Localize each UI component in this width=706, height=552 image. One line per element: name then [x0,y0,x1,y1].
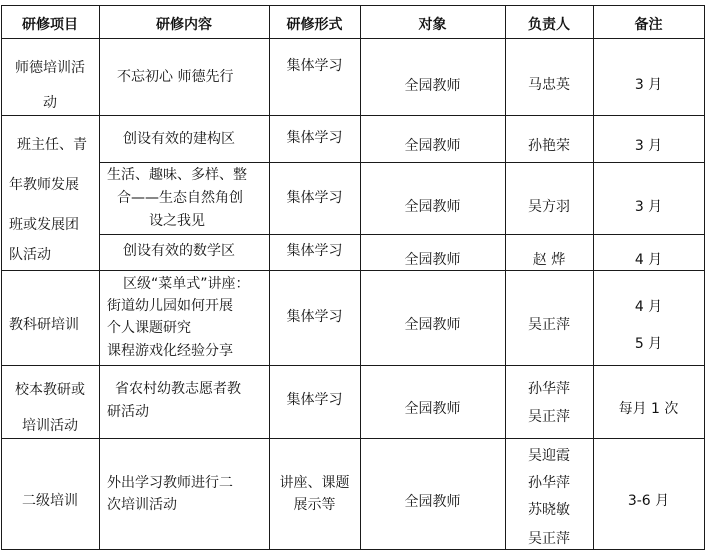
person-cell: 吴方羽 [528,199,570,215]
note-cell: 4 月 [634,252,663,268]
form-cell: 集体学习 [286,190,343,206]
table-border-top [1,5,705,6]
content-cell: 次培训活动 [107,497,177,513]
content-cell: 创设有效的建构区 [123,131,235,147]
form-cell: 展示等 [293,497,336,513]
target-cell: 全园教师 [404,494,461,510]
header-form: 研修形式 [286,17,343,33]
project-cell: 校本教研或 [15,382,85,398]
column-divider [269,5,270,550]
form-cell: 集体学习 [286,130,343,146]
content-cell: 生活、趣味、多样、整 [107,167,247,183]
person-cell: 马忠英 [528,77,570,93]
content-cell: 研活动 [107,404,149,420]
target-cell: 全园教师 [404,78,461,94]
table-border-bottom [1,549,705,550]
target-cell: 全园教师 [404,138,461,154]
project-cell: 动 [43,95,57,111]
note-cell: 5 月 [634,336,663,352]
target-cell: 全园教师 [404,401,461,417]
note-cell: 4 月 [634,299,663,315]
form-cell: 集体学习 [286,58,343,74]
table-border-right [704,5,705,550]
header-note: 备注 [634,17,663,33]
note-cell: 3 月 [634,77,663,93]
content-cell: 课程游戏化经验分享 [107,343,233,359]
header-target: 对象 [418,17,447,33]
person-cell: 苏晓敏 [528,502,570,518]
content-cell: 区级“菜单式”讲座： [123,276,250,292]
row-divider [1,115,705,116]
row-divider [1,365,705,366]
content-cell: 街道幼儿园如何开展 [107,298,233,314]
project-cell: 培训活动 [22,418,78,434]
project-cell: 师德培训活 [15,60,85,76]
form-cell: 集体学习 [286,243,343,259]
form-cell: 集体学习 [286,392,343,408]
content-cell: 创设有效的数学区 [123,243,235,259]
project-cell: 班或发展团 [9,217,79,233]
project-cell: 年教师发展 [9,177,79,193]
person-cell: 吴正萍 [528,317,570,333]
note-cell: 每月 1 次 [618,401,679,417]
header-project: 研修项目 [22,17,78,33]
person-cell: 孙华萍 [528,381,570,397]
target-cell: 全园教师 [404,317,461,333]
person-cell: 孙艳荣 [528,138,570,154]
content-cell: 省农村幼教志愿者教 [115,381,241,397]
row-divider [99,162,705,163]
project-cell: 教科研培训 [9,317,79,333]
person-cell: 吴正萍 [528,409,570,425]
header-content: 研修内容 [156,17,212,33]
note-cell: 3 月 [634,138,663,154]
row-divider [1,438,705,439]
content-cell: 外出学习教师进行二 [107,475,233,491]
row-divider [1,270,705,271]
content-cell: 个人课题研究 [107,320,191,336]
person-cell: 赵 烨 [532,252,566,268]
target-cell: 全园教师 [404,252,461,268]
target-cell: 全园教师 [404,199,461,215]
column-divider [99,5,100,550]
person-cell: 吴正萍 [528,531,570,547]
person-cell: 孙华萍 [528,475,570,491]
header-row-divider [1,38,705,39]
table-border-left [1,5,2,550]
content-cell: 合——生态自然角创 [117,190,243,206]
project-cell: 队活动 [9,247,51,263]
form-cell: 集体学习 [286,309,343,325]
note-cell: 3-6 月 [627,493,670,509]
note-cell: 3 月 [634,199,663,215]
project-cell: 班主任、青 [17,137,87,153]
person-cell: 吴迎霞 [528,448,570,464]
header-person: 负责人 [528,17,570,33]
form-cell: 讲座、课题 [279,475,350,491]
project-cell: 二级培训 [22,493,78,509]
row-divider [99,234,705,235]
content-cell: 不忘初心 师德先行 [117,69,234,85]
content-cell: 设之我见 [149,213,205,229]
